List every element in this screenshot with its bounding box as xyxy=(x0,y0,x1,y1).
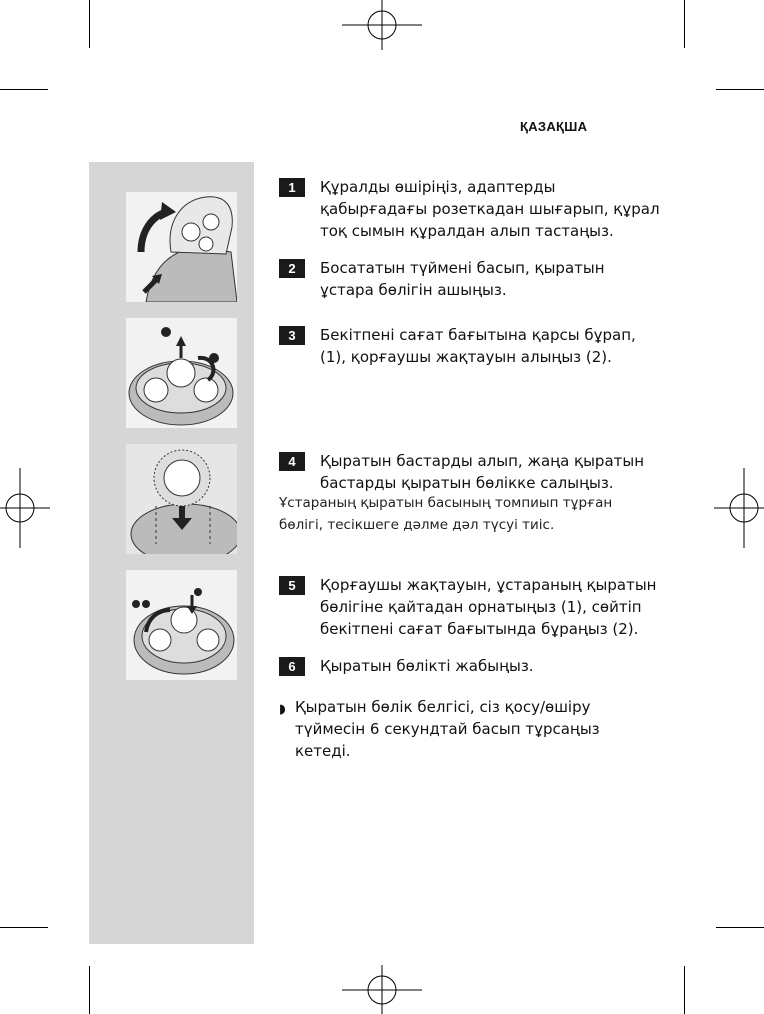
registration-mark-bottom xyxy=(342,960,422,1014)
crop-mark xyxy=(0,89,48,90)
step-line: бастарды қыратын бөлікке салыңыз. xyxy=(320,474,614,492)
step-line: ұстара бөлігін ашыңыз. xyxy=(320,281,507,299)
step-number: 6 xyxy=(279,657,305,676)
step-line: тоқ сымын құралдан алып тастаңыз. xyxy=(320,222,614,240)
step-number: 4 xyxy=(279,452,305,471)
step-line: Қыратын бөлікті жабыңыз. xyxy=(320,657,534,675)
registration-mark-top xyxy=(342,0,422,60)
crop-mark xyxy=(716,89,764,90)
step-line: бекітпені сағат бағытында бұраңыз (2). xyxy=(320,620,639,638)
step-5-text xyxy=(320,574,660,640)
crop-mark xyxy=(89,0,90,48)
crop-mark xyxy=(684,0,685,48)
note-line: Ұстараның қыратын басының томпиып тұрған xyxy=(279,495,613,511)
step-line: бөлігіне қайтадан орнатыңыз (1), сөйтіп xyxy=(320,598,642,616)
step-number: 2 xyxy=(279,259,305,278)
step-4-text xyxy=(320,450,660,494)
illustration-remove-frame xyxy=(126,318,237,428)
language-header: ҚАЗАҚША xyxy=(520,119,588,134)
crop-mark xyxy=(684,966,685,1014)
note-line: бөлігі, тесікшеге дәлме дәл түсуі тиіс. xyxy=(279,517,555,533)
step-2-text xyxy=(320,257,660,301)
crop-mark xyxy=(716,927,764,928)
registration-mark-left xyxy=(0,468,50,548)
step-line: Құралды өшіріңіз, адаптерды xyxy=(320,178,556,196)
illustration-reattach-frame xyxy=(126,570,237,680)
bullet-line: Қыратын бөлік белгісі, сіз қосу/өшіру xyxy=(295,698,591,716)
illustration-replace-heads xyxy=(126,444,237,554)
step-line: Бекітпені сағат бағытына қарсы бұрап, xyxy=(320,326,636,344)
step-line: Қорғаушы жақтауын, ұстараның қыратын xyxy=(320,576,657,594)
step-1-text xyxy=(320,176,660,242)
registration-mark-right xyxy=(714,468,764,548)
crop-mark xyxy=(0,927,48,928)
step-line: қабырғадағы розеткадан шығарып, құрал xyxy=(320,200,660,218)
step-6-text xyxy=(320,655,660,677)
step-number: 1 xyxy=(279,178,305,197)
illustration-open-shaver xyxy=(126,192,237,302)
step-4-note xyxy=(279,492,612,536)
bullet-line: түймесін 6 секундтай басып тұрсаңыз xyxy=(295,720,600,738)
step-line: Қыратын бастарды алып, жаңа қыратын xyxy=(320,452,645,470)
bullet-icon: ◗ xyxy=(279,702,286,717)
step-number: 5 xyxy=(279,576,305,595)
step-line: Босататын түймені басып, қыратын xyxy=(320,259,605,277)
step-number: 3 xyxy=(279,326,305,345)
crop-mark xyxy=(89,966,90,1014)
bullet-text xyxy=(295,696,600,762)
step-3-text xyxy=(320,324,660,368)
bullet-line: кетеді. xyxy=(295,742,351,760)
step-line: (1), қорғаушы жақтауын алыңыз (2). xyxy=(320,348,612,366)
